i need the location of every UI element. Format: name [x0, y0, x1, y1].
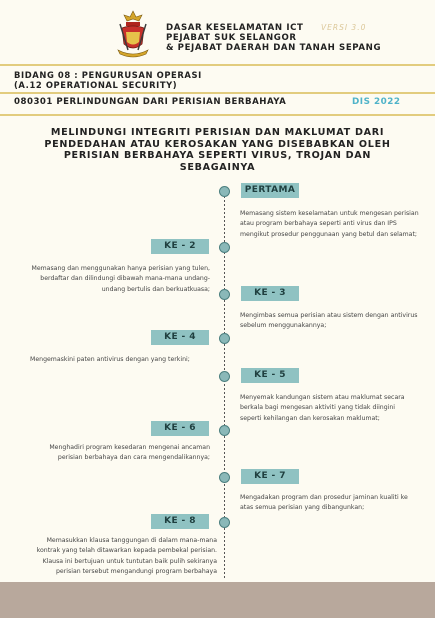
- timeline-dot: [219, 333, 230, 344]
- step-label-3: KE - 3: [241, 286, 299, 301]
- header-office-name: PEJABAT SUK SELANGOR: [166, 33, 297, 43]
- step-text-6: Menghadiri program kesedaran mengenai ancaman perisian berbahaya dan cara mengendalikannya;: [49, 444, 210, 462]
- timeline-dot: [219, 242, 230, 253]
- state-crest-logo: [112, 10, 154, 60]
- timeline-dot: [219, 186, 230, 197]
- step-label-8: KE - 8: [151, 514, 209, 529]
- step-text-5: Menyemak kandungan sistem atau maklumat secara berkala bagi mengesan aktiviti yang tidak diingini seperti kehilangan dan kerosakan maklumat;: [240, 394, 405, 422]
- step-label-4: KE - 4: [151, 330, 209, 345]
- timeline-dot: [219, 517, 230, 528]
- step-label-2: KE - 2: [151, 239, 209, 254]
- domain-title: BIDANG 08 : PENGURUSAN OPERASI: [14, 70, 202, 80]
- timeline-dot: [219, 472, 230, 483]
- main-title: MELINDUNGI INTEGRITI PERISIAN DAN MAKLUMAT DARI PENDEDAHAN ATAU KEROSAKAN YANG DISEBABKAN OLEH PERISIAN BERBAHAYA SEPERTI VIRUS, TROJAN DAN SEBAGAINYA: [44, 127, 391, 173]
- control-code-title: 080301 PERLINDUNGAN DARI PERISIAN BERBAHAYA: [14, 97, 287, 107]
- document-date: DIS 2022: [352, 97, 401, 107]
- footer-band: [0, 582, 435, 618]
- domain-subtitle: (A.12 OPERATIONAL SECURITY): [14, 80, 178, 90]
- step-text-7: Mengadakan program dan prosedur jaminan kualiti ke atas semua perisian yang dibangunkan;: [240, 494, 408, 512]
- header-district-name: & PEJABAT DAERAH DAN TANAH SEPANG: [166, 43, 382, 53]
- version-label: VERSI 3.0: [321, 23, 367, 32]
- timeline-dot: [219, 371, 230, 382]
- header-policy-title: DASAR KESELAMATAN ICT: [166, 23, 304, 33]
- step-text-1: Memasang sistem keselamatan untuk mengesan perisian atau program berbahaya seperti anti virus dan IPS mengikut prosedur penggunaan yang betul dan selamat;: [240, 210, 419, 238]
- divider-middle: [0, 92, 435, 94]
- divider-top: [0, 64, 435, 66]
- step-text-3: Mengimbas semua perisian atau sistem dengan antivirus sebelum menggunakannya;: [240, 312, 418, 330]
- timeline-dot: [219, 425, 230, 436]
- step-text-4: Mengemaskini paten antivirus dengan yang terkini;: [30, 356, 190, 363]
- step-label-7: KE - 7: [241, 469, 299, 484]
- timeline-dot: [219, 289, 230, 300]
- step-text-8: Memasukkan klausa tanggungan di dalam mana-mana kontrak yang telah ditawarkan kepada pembekal perisian. Klausa ini bertujuan untuk tuntutan baik pulih sekiranya perisian tersebut mengandungi program berbahaya: [36, 537, 217, 576]
- step-text-2: Memasang dan menggunakan hanya perisian yang tulen, berdaftar dan dilindungi dibawah mana-mana undang-undang bertulis dan berkuatkuasa;: [31, 265, 210, 293]
- divider-bottom: [0, 114, 435, 116]
- step-label-6: KE - 6: [151, 421, 209, 436]
- step-label-1: PERTAMA: [241, 183, 299, 198]
- step-label-5: KE - 5: [241, 368, 299, 383]
